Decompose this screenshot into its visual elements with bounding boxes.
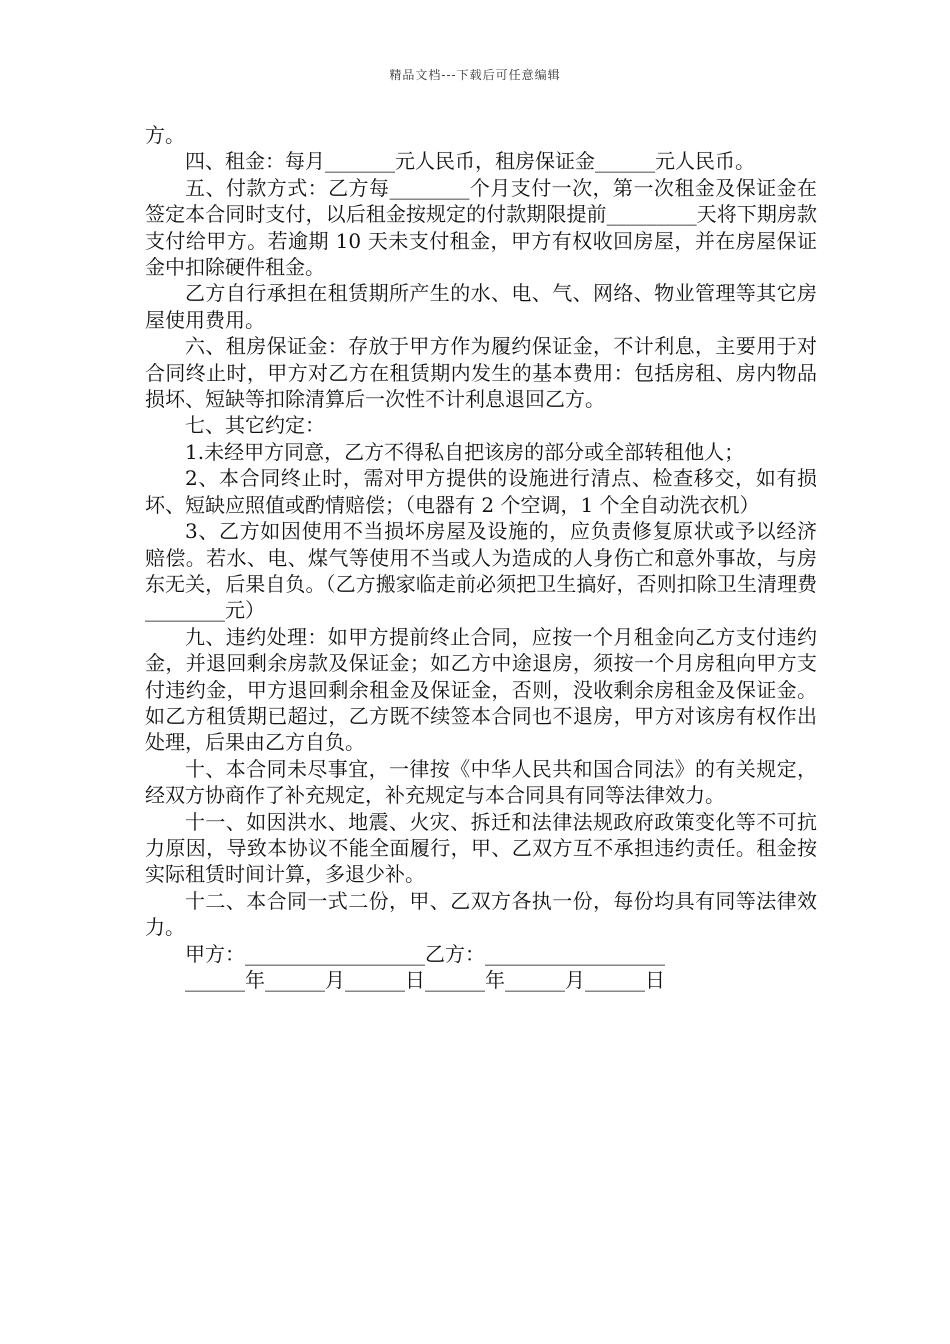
paragraph-continuation: 方。 xyxy=(145,123,185,147)
paragraph-term-3: 3、乙方如因使用不当损坏房屋及设施的，应负责修复原状或予以经济赔偿。若水、电、煤气等使用不当或人为造成的人身伤亡和意外事故，与房东无关，后果自负。（乙方搬家临走前必须把卫生搞好，否则扣除卫生清理费________元） xyxy=(145,519,817,623)
paragraph-payment-method: 五、付款方式：乙方每________个月支付一次，第一次租金及保证金在签定本合同时支付，以后租金按规定的付款期限提前_________天将下期房款支付给甲方。若逾期 10 天未支付租金，甲方有权收回房屋，并在房屋保证金中扣除硬件租金。 xyxy=(145,175,817,280)
page-header: 精品文档---下载后可任意编辑 xyxy=(389,68,561,82)
paragraph-term-1: 1.未经甲方同意，乙方不得私自把该房的部分或全部转租他人； xyxy=(185,439,745,464)
paragraph-force-majeure: 十一、如因洪水、地震、火灾、拆迁和法律法规政府政策变化等不可抗力原因，导致本协议不能全面履行，甲、乙双方互不承担违约责任。租金按实际租赁时间计算，多退少补。 xyxy=(145,809,817,887)
paragraph-deposit: 六、租房保证金：存放于甲方作为履约保证金，不计利息，主要用于对合同终止时，甲方对乙方在租赁期内发生的基本费用：包括房租、房内物品损坏、短缺等扣除清算后一次性不计利息退回乙方。 xyxy=(145,334,817,412)
paragraph-rent: 四、租金：每月_______元人民币，租房保证金______元人民币。 xyxy=(185,149,755,174)
signature-line: 甲方：__________________乙方：__________________ xyxy=(185,941,665,966)
paragraph-breach: 九、违约处理：如甲方提前终止合同，应按一个月租金向乙方支付违约金，并退回剩余房款及保证金；如乙方中途退房，须按一个月房租向甲方支付违约金，甲方退回剩余租金及保证金，否则，没收剩余房租金及保证金。如乙方租赁期已超过，乙方既不续签本合同也不退房，甲方对该房有权作出处理，后果由乙方自负。 xyxy=(145,624,817,755)
paragraph-other-terms-heading: 七、其它约定： xyxy=(185,413,325,438)
contract-body xyxy=(145,122,817,993)
paragraph-utility-costs: 乙方自行承担在租赁期所产生的水、电、气、网络、物业管理等其它房屋使用费用。 xyxy=(145,281,817,332)
date-line: ______年______月______日______年______月______日 xyxy=(185,968,665,992)
paragraph-supplementary: 十、本合同未尽事宜，一律按《中华人民共和国合同法》的有关规定，经双方协商作了补充规定，补充规定与本合同具有同等法律效力。 xyxy=(145,756,817,808)
paragraph-term-2: 2、本合同终止时，需对甲方提供的设施进行清点、检查移交，如有损坏、短缺应照值或酌情赔偿；（电器有 2 个空调，1 个全自动洗衣机） xyxy=(145,466,817,517)
paragraph-copies: 十二、本合同一式二份，甲、乙双方各执一份，每份均具有同等法律效力。 xyxy=(145,888,817,940)
